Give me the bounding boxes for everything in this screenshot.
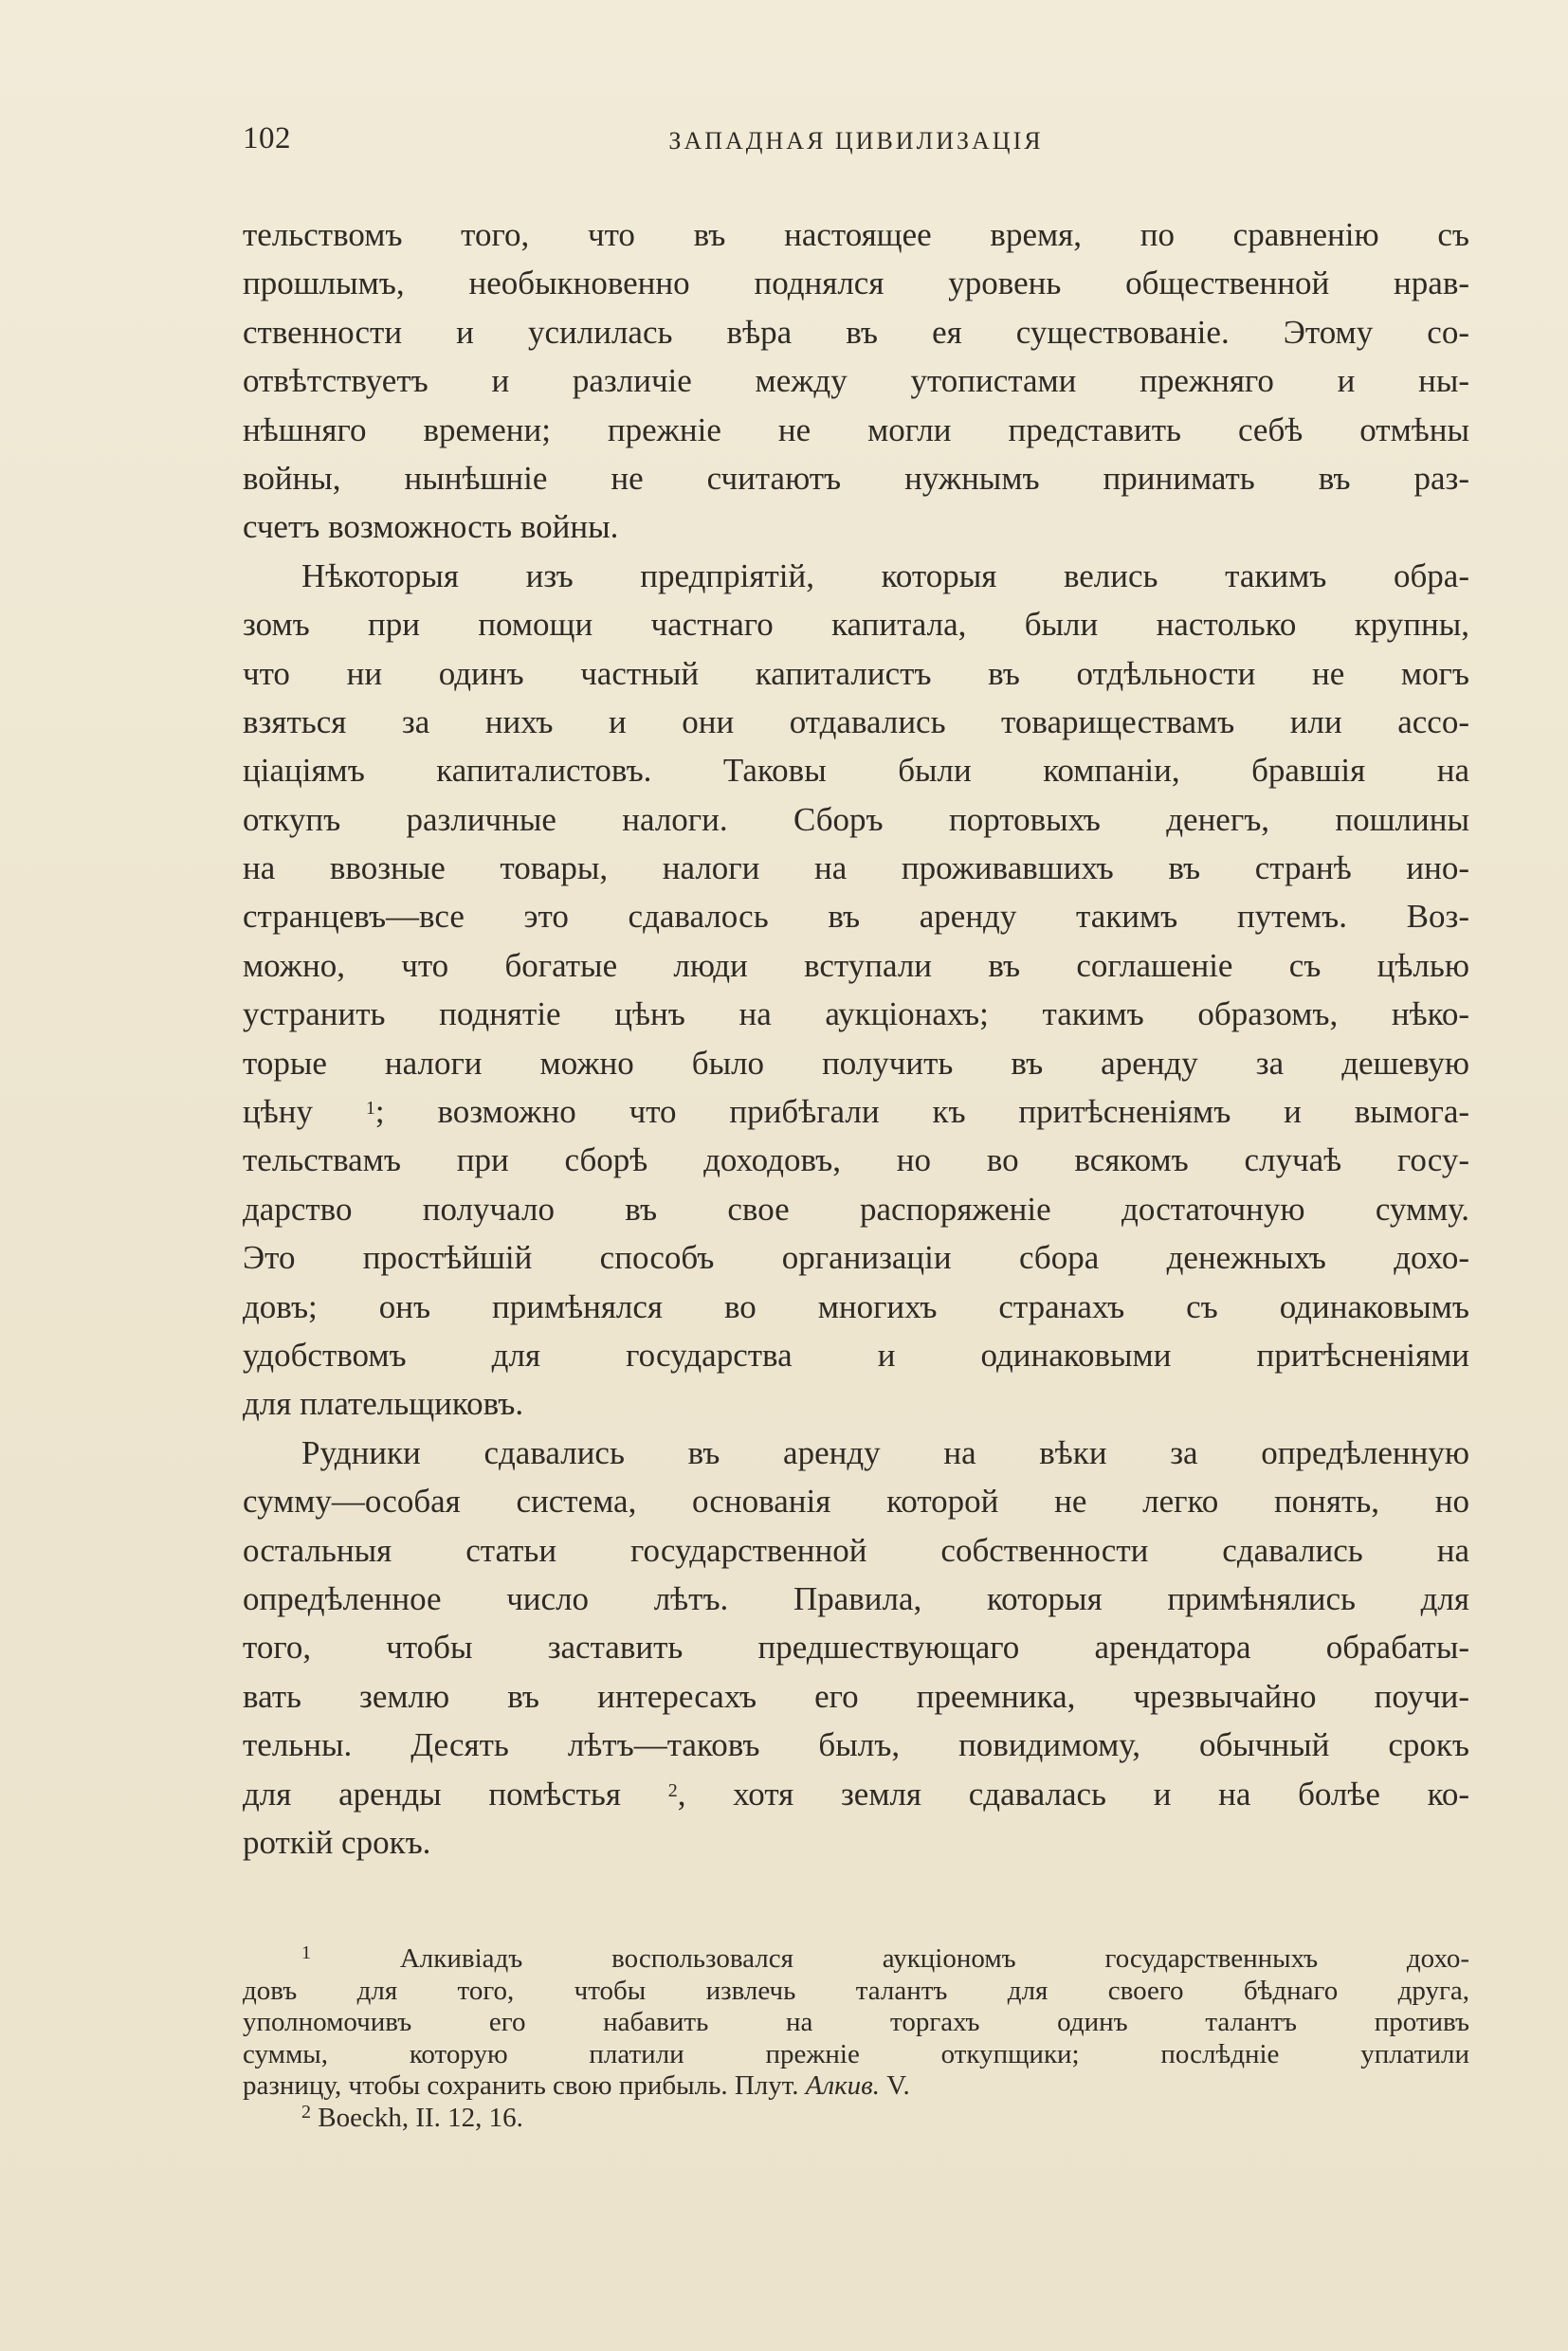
text-line: довъ; онъ примѣнялся во многихъ странахъ съ одинаковымъ bbox=[243, 1287, 1469, 1325]
footnote-marker: 1 bbox=[301, 1943, 311, 1963]
text-line: Рудники сдавались въ аренду на вѣки за опредѣленную bbox=[301, 1433, 1469, 1471]
text-fragment: V. bbox=[880, 2070, 910, 2101]
text-line: ціаціямъ капиталистовъ. Таковы были компаніи, бравшія на bbox=[243, 752, 1469, 790]
text-line: остальныя статьи государственной собственности сдавались на bbox=[243, 1531, 1469, 1569]
footnote-line bbox=[243, 2103, 1469, 2135]
text-fragment: , хотя земля сдавалась и на болѣе ко- bbox=[677, 1775, 1469, 1813]
footnotes bbox=[243, 1943, 1469, 2134]
text-line: нѣшняго времени; прежніе не могли представить себѣ отмѣны bbox=[243, 410, 1469, 448]
text-line: откупъ различные налоги. Сборъ портовыхъ денегъ, пошлины bbox=[243, 800, 1469, 838]
text-line: роткій срокъ. bbox=[243, 1823, 431, 1861]
footnote-reference[interactable]: 1 bbox=[365, 1098, 375, 1120]
text-line: можно, что богатые люди вступали въ соглашеніе съ цѣлью bbox=[243, 946, 1469, 984]
text-line: отвѣтствуетъ и различіе между утопистами прежняго и ны- bbox=[243, 362, 1469, 400]
text-line: для плательщиковъ. bbox=[243, 1385, 524, 1423]
text-fragment: Алкивіадъ воспользовался аукціономъ государственныхъ дохо- bbox=[399, 1943, 1469, 1974]
text-line: ственности и усилилась вѣра въ ея существованіе. Этому со- bbox=[243, 313, 1469, 351]
text-line: устранить поднятіе цѣнъ на аукціонахъ; такимъ образомъ, нѣко- bbox=[243, 995, 1469, 1033]
footnote-line: уполномочивъ его набавить на торгахъ одинъ талантъ противъ bbox=[243, 2007, 1469, 2037]
text-line: взяться за нихъ и они отдавались товариществамъ или ассо- bbox=[243, 702, 1469, 740]
text-fragment: разницу, чтобы сохранить свою прибыль. Плут. bbox=[243, 2070, 799, 2101]
footnote-line: суммы, которую платили прежніе откупщики; послѣдніе уплатили bbox=[243, 2038, 1469, 2069]
footnote-line: довъ для того, чтобы извлечь талантъ для своего бѣднаго друга, bbox=[243, 1975, 1469, 2006]
text-fragment: ; возможно что прибѣгали къ притѣсненіямъ и вымога- bbox=[374, 1093, 1469, 1131]
page-number: 102 bbox=[243, 121, 291, 155]
footnote-line bbox=[243, 1943, 1469, 1976]
text-line: счетъ возможность войны. bbox=[243, 508, 619, 546]
footnote-reference[interactable]: 2 bbox=[667, 1779, 678, 1801]
text-fragment: для аренды помѣстья bbox=[243, 1775, 621, 1813]
text-line-with-footnote bbox=[243, 1770, 1469, 1818]
text-line: на ввозные товары, налоги на проживавшихъ въ странѣ ино- bbox=[243, 849, 1469, 887]
text-line: вать землю въ интересахъ его преемника, чрезвычайно поучи- bbox=[243, 1677, 1469, 1715]
body-text bbox=[243, 210, 1469, 1867]
text-line: сумму—особая система, основанія которой не легко понять, но bbox=[243, 1483, 1469, 1521]
text-line: странцевъ—все это сдавалось въ аренду такимъ путемъ. Воз- bbox=[243, 898, 1469, 936]
text-line: тельствамъ при сборѣ доходовъ, но во всякомъ случаѣ госу- bbox=[243, 1141, 1469, 1179]
footnote-line bbox=[243, 2070, 1469, 2103]
text-line-with-footnote bbox=[243, 1087, 1469, 1136]
text-line: прошлымъ, необыкновенно поднялся уровень общественной нрав- bbox=[243, 264, 1469, 302]
text-line: дарство получало въ свое распоряженіе достаточную сумму. bbox=[243, 1190, 1469, 1228]
citation-italic: Алкив. bbox=[805, 2070, 880, 2101]
text-line: Это простѣйшій способъ организаціи сбора денежныхъ дохо- bbox=[243, 1239, 1469, 1277]
running-head bbox=[243, 121, 1469, 169]
text-line: удобствомъ для государства и одинаковыми притѣсненіями bbox=[243, 1336, 1469, 1374]
text-line: тельствомъ того, что въ настоящее время, по сравненію съ bbox=[243, 216, 1469, 253]
text-fragment: цѣну bbox=[243, 1093, 313, 1131]
text-line: Нѣкоторыя изъ предпріятій, которыя велись такимъ обра- bbox=[301, 556, 1469, 594]
text-line: тельны. Десять лѣтъ—таковъ былъ, повидимому, обычный срокъ bbox=[243, 1726, 1469, 1764]
text-line: зомъ при помощи частнаго капитала, были настолько крупны, bbox=[243, 606, 1469, 644]
text-line: войны, нынѣшніе не считаютъ нужнымъ принимать въ раз- bbox=[243, 459, 1469, 497]
text-line: что ни одинъ частный капиталистъ въ отдѣльности не могъ bbox=[243, 654, 1469, 692]
text-line: того, чтобы заставить предшествующаго арендатора обрабаты- bbox=[243, 1629, 1469, 1667]
text-line: торые налоги можно было получить въ аренду за дешевую bbox=[243, 1044, 1469, 1082]
footnote-marker: 2 bbox=[301, 2102, 311, 2123]
running-title: ЗАПАДНАЯ ЦИВИЛИЗАЦІЯ bbox=[668, 127, 1044, 155]
text-line: опредѣленное число лѣтъ. Правила, которыя примѣнялись для bbox=[243, 1579, 1469, 1617]
text-fragment: Boeckh, II. 12, 16. bbox=[318, 2102, 523, 2133]
